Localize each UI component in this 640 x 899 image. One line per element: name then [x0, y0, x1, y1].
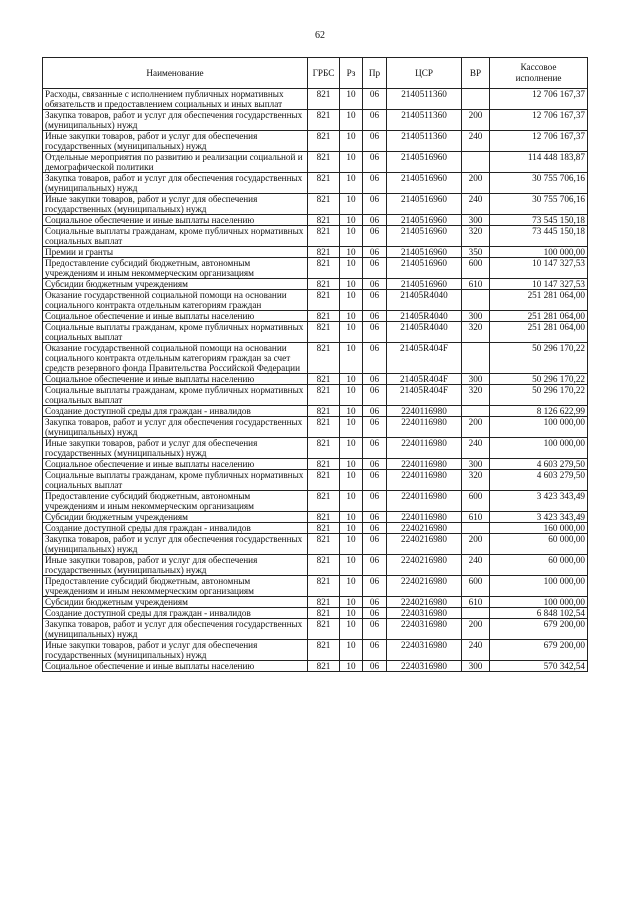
cell-pr: 06	[363, 555, 387, 576]
cell-grbs: 821	[308, 576, 340, 597]
cell-rz: 10	[340, 247, 363, 258]
cell-pr: 06	[363, 89, 387, 110]
cell-amount: 251 281 064,00	[490, 311, 588, 322]
cell-grbs: 821	[308, 438, 340, 459]
cell-grbs: 821	[308, 258, 340, 279]
cell-name: Социальные выплаты гражданам, кроме публичных нормативных социальных выплат	[43, 385, 308, 406]
cell-csr: 2240316980	[387, 661, 462, 672]
cell-amount: 6 848 102,54	[490, 608, 588, 619]
cell-amount: 50 296 170,22	[490, 385, 588, 406]
cell-csr: 21405R4040	[387, 290, 462, 311]
cell-csr: 2140511360	[387, 131, 462, 152]
cell-amount: 251 281 064,00	[490, 290, 588, 311]
cell-name: Премии и гранты	[43, 247, 308, 258]
cell-csr: 2240216980	[387, 555, 462, 576]
cell-rz: 10	[340, 608, 363, 619]
table-row	[43, 619, 588, 640]
cell-csr: 2240216980	[387, 597, 462, 608]
cell-amount: 50 296 170,22	[490, 374, 588, 385]
cell-grbs: 821	[308, 608, 340, 619]
cell-name: Социальные выплаты гражданам, кроме публичных нормативных социальных выплат	[43, 322, 308, 343]
cell-name: Закупка товаров, работ и услуг для обеспечения государственных (муниципальных) нужд	[43, 417, 308, 438]
cell-grbs: 821	[308, 247, 340, 258]
cell-grbs: 821	[308, 194, 340, 215]
cell-name: Социальное обеспечение и иные выплаты населению	[43, 661, 308, 672]
header-grbs: ГРБС	[308, 58, 340, 89]
table-row	[43, 110, 588, 131]
cell-pr: 06	[363, 661, 387, 672]
cell-csr: 2240116980	[387, 491, 462, 512]
cell-vr: 320	[462, 226, 490, 247]
table-row	[43, 459, 588, 470]
cell-amount: 3 423 343,49	[490, 491, 588, 512]
table-row	[43, 385, 588, 406]
cell-vr: 200	[462, 110, 490, 131]
cell-pr: 06	[363, 311, 387, 322]
table-row	[43, 576, 588, 597]
cell-amount: 8 126 622,99	[490, 406, 588, 417]
table-row	[43, 374, 588, 385]
cell-grbs: 821	[308, 279, 340, 290]
cell-amount: 50 296 170,22	[490, 343, 588, 374]
cell-amount: 4 603 279,50	[490, 470, 588, 491]
cell-name: Субсидии бюджетным учреждениям	[43, 512, 308, 523]
table-row	[43, 512, 588, 523]
cell-csr: 2240116980	[387, 438, 462, 459]
cell-pr: 06	[363, 417, 387, 438]
cell-rz: 10	[340, 523, 363, 534]
cell-csr: 2240316980	[387, 640, 462, 661]
cell-vr	[462, 290, 490, 311]
cell-pr: 06	[363, 194, 387, 215]
cell-vr: 240	[462, 438, 490, 459]
table-row	[43, 470, 588, 491]
table-row	[43, 152, 588, 173]
cell-amount: 10 147 327,53	[490, 258, 588, 279]
cell-rz: 10	[340, 374, 363, 385]
cell-pr: 06	[363, 247, 387, 258]
cell-grbs: 821	[308, 385, 340, 406]
cell-grbs: 821	[308, 110, 340, 131]
cell-name: Предоставление субсидий бюджетным, автономным учреждениям и иным некоммерческим организациям	[43, 491, 308, 512]
cell-name: Оказание государственной социальной помощи на основании социального контракта отдельным категориям граждан за счет средств резервного фонда Правительства Российской Федерации	[43, 343, 308, 374]
header-amount	[490, 58, 588, 89]
cell-vr: 320	[462, 470, 490, 491]
cell-amount: 100 000,00	[490, 576, 588, 597]
cell-name: Предоставление субсидий бюджетным, автономным учреждениям и иным некоммерческим организациям	[43, 258, 308, 279]
cell-rz: 10	[340, 512, 363, 523]
cell-csr: 2240116980	[387, 417, 462, 438]
cell-vr: 300	[462, 661, 490, 672]
cell-pr: 06	[363, 534, 387, 555]
cell-rz: 10	[340, 343, 363, 374]
cell-pr: 06	[363, 385, 387, 406]
cell-pr: 06	[363, 290, 387, 311]
header-pr: Пр	[363, 58, 387, 89]
table-row	[43, 491, 588, 512]
cell-pr: 06	[363, 258, 387, 279]
cell-grbs: 821	[308, 406, 340, 417]
cell-rz: 10	[340, 491, 363, 512]
cell-vr: 300	[462, 215, 490, 226]
cell-vr: 600	[462, 491, 490, 512]
table-row	[43, 438, 588, 459]
cell-rz: 10	[340, 131, 363, 152]
cell-vr: 200	[462, 417, 490, 438]
cell-pr: 06	[363, 322, 387, 343]
cell-csr: 2140516960	[387, 247, 462, 258]
cell-csr: 21405R4040	[387, 311, 462, 322]
cell-vr: 300	[462, 374, 490, 385]
table-row	[43, 89, 588, 110]
cell-name: Создание доступной среды для граждан - инвалидов	[43, 608, 308, 619]
cell-rz: 10	[340, 89, 363, 110]
cell-rz: 10	[340, 555, 363, 576]
cell-name: Отдельные мероприятия по развитию и реализации социальной и демографической политики	[43, 152, 308, 173]
cell-grbs: 821	[308, 640, 340, 661]
cell-name: Субсидии бюджетным учреждениям	[43, 279, 308, 290]
cell-vr: 240	[462, 131, 490, 152]
cell-name: Социальное обеспечение и иные выплаты населению	[43, 374, 308, 385]
table-row	[43, 258, 588, 279]
table-row	[43, 661, 588, 672]
cell-name: Социальное обеспечение и иные выплаты населению	[43, 459, 308, 470]
cell-amount: 10 147 327,53	[490, 279, 588, 290]
header-csr: ЦСР	[387, 58, 462, 89]
cell-pr: 06	[363, 279, 387, 290]
cell-name: Закупка товаров, работ и услуг для обеспечения государственных (муниципальных) нужд	[43, 534, 308, 555]
cell-amount: 60 000,00	[490, 555, 588, 576]
cell-rz: 10	[340, 290, 363, 311]
header-rz: Рз	[340, 58, 363, 89]
table-row	[43, 555, 588, 576]
cell-amount: 60 000,00	[490, 534, 588, 555]
table-row	[43, 417, 588, 438]
cell-vr: 610	[462, 512, 490, 523]
cell-vr	[462, 523, 490, 534]
cell-rz: 10	[340, 417, 363, 438]
table-row	[43, 247, 588, 258]
cell-rz: 10	[340, 311, 363, 322]
cell-name: Социальное обеспечение и иные выплаты населению	[43, 311, 308, 322]
header-amount-line1: Кассовое	[520, 62, 557, 72]
cell-amount: 679 200,00	[490, 640, 588, 661]
cell-vr	[462, 343, 490, 374]
cell-amount: 73 545 150,18	[490, 215, 588, 226]
cell-name: Иные закупки товаров, работ и услуг для обеспечения государственных (муниципальных) нужд	[43, 555, 308, 576]
cell-amount: 12 706 167,37	[490, 110, 588, 131]
cell-csr: 2140516960	[387, 279, 462, 290]
cell-name: Социальные выплаты гражданам, кроме публичных нормативных социальных выплат	[43, 226, 308, 247]
cell-name: Социальное обеспечение и иные выплаты населению	[43, 215, 308, 226]
cell-csr: 21405R4040	[387, 322, 462, 343]
cell-name: Создание доступной среды для граждан - инвалидов	[43, 523, 308, 534]
table-body	[43, 89, 588, 672]
table-row	[43, 640, 588, 661]
cell-grbs: 821	[308, 555, 340, 576]
cell-csr: 2140516960	[387, 152, 462, 173]
cell-pr: 06	[363, 226, 387, 247]
cell-vr: 200	[462, 619, 490, 640]
cell-vr: 320	[462, 385, 490, 406]
cell-vr: 300	[462, 459, 490, 470]
cell-csr: 2140516960	[387, 258, 462, 279]
cell-rz: 10	[340, 534, 363, 555]
cell-csr: 2240216980	[387, 534, 462, 555]
cell-name: Расходы, связанные с исполнением публичных нормативных обязательств и предоставлением социальных и иных выплат	[43, 89, 308, 110]
cell-rz: 10	[340, 322, 363, 343]
table-row	[43, 343, 588, 374]
cell-pr: 06	[363, 470, 387, 491]
cell-grbs: 821	[308, 470, 340, 491]
cell-csr: 2240116980	[387, 470, 462, 491]
cell-amount: 114 448 183,87	[490, 152, 588, 173]
cell-pr: 06	[363, 608, 387, 619]
table-row	[43, 322, 588, 343]
cell-pr: 06	[363, 110, 387, 131]
cell-pr: 06	[363, 597, 387, 608]
cell-amount: 30 755 706,16	[490, 194, 588, 215]
cell-name: Закупка товаров, работ и услуг для обеспечения государственных (муниципальных) нужд	[43, 619, 308, 640]
cell-pr: 06	[363, 343, 387, 374]
cell-vr	[462, 152, 490, 173]
cell-name: Иные закупки товаров, работ и услуг для обеспечения государственных (муниципальных) нужд	[43, 194, 308, 215]
cell-grbs: 821	[308, 152, 340, 173]
cell-vr	[462, 406, 490, 417]
header-name: Наименование	[43, 58, 308, 89]
cell-rz: 10	[340, 173, 363, 194]
cell-rz: 10	[340, 110, 363, 131]
cell-rz: 10	[340, 597, 363, 608]
table-row	[43, 279, 588, 290]
cell-name: Иные закупки товаров, работ и услуг для обеспечения государственных (муниципальных) нужд	[43, 131, 308, 152]
cell-rz: 10	[340, 576, 363, 597]
cell-pr: 06	[363, 619, 387, 640]
cell-rz: 10	[340, 385, 363, 406]
cell-grbs: 821	[308, 534, 340, 555]
cell-vr: 200	[462, 173, 490, 194]
cell-grbs: 821	[308, 523, 340, 534]
cell-name: Социальные выплаты гражданам, кроме публичных нормативных социальных выплат	[43, 470, 308, 491]
table-header-row	[43, 58, 588, 89]
cell-name: Создание доступной среды для граждан - инвалидов	[43, 406, 308, 417]
cell-pr: 06	[363, 215, 387, 226]
table-row	[43, 173, 588, 194]
cell-amount: 100 000,00	[490, 597, 588, 608]
cell-pr: 06	[363, 523, 387, 534]
cell-name: Предоставление субсидий бюджетным, автономным учреждениям и иным некоммерческим организациям	[43, 576, 308, 597]
cell-rz: 10	[340, 661, 363, 672]
page-number: 62	[315, 30, 325, 41]
cell-vr: 240	[462, 640, 490, 661]
cell-vr: 350	[462, 247, 490, 258]
cell-vr: 610	[462, 279, 490, 290]
cell-vr: 240	[462, 194, 490, 215]
cell-amount: 100 000,00	[490, 247, 588, 258]
cell-grbs: 821	[308, 661, 340, 672]
cell-grbs: 821	[308, 597, 340, 608]
table-row	[43, 534, 588, 555]
cell-name: Закупка товаров, работ и услуг для обеспечения государственных (муниципальных) нужд	[43, 173, 308, 194]
cell-csr: 2140516960	[387, 226, 462, 247]
cell-csr: 2140516960	[387, 215, 462, 226]
table-row	[43, 608, 588, 619]
cell-pr: 06	[363, 640, 387, 661]
cell-amount: 12 706 167,37	[490, 131, 588, 152]
cell-grbs: 821	[308, 374, 340, 385]
cell-amount: 570 342,54	[490, 661, 588, 672]
cell-grbs: 821	[308, 459, 340, 470]
cell-name: Субсидии бюджетным учреждениям	[43, 597, 308, 608]
cell-vr: 200	[462, 534, 490, 555]
cell-amount: 73 445 150,18	[490, 226, 588, 247]
header-vr: ВР	[462, 58, 490, 89]
cell-name: Закупка товаров, работ и услуг для обеспечения государственных (муниципальных) нужд	[43, 110, 308, 131]
cell-rz: 10	[340, 226, 363, 247]
table-row	[43, 311, 588, 322]
cell-grbs: 821	[308, 311, 340, 322]
cell-rz: 10	[340, 406, 363, 417]
cell-amount: 4 603 279,50	[490, 459, 588, 470]
cell-amount: 100 000,00	[490, 417, 588, 438]
cell-pr: 06	[363, 131, 387, 152]
cell-vr: 320	[462, 322, 490, 343]
cell-amount: 12 706 167,37	[490, 89, 588, 110]
cell-pr: 06	[363, 576, 387, 597]
cell-csr: 21405R404F	[387, 385, 462, 406]
cell-grbs: 821	[308, 226, 340, 247]
cell-rz: 10	[340, 619, 363, 640]
cell-csr: 2140516960	[387, 194, 462, 215]
cell-pr: 06	[363, 459, 387, 470]
cell-vr: 600	[462, 258, 490, 279]
table-row	[43, 215, 588, 226]
cell-pr: 06	[363, 374, 387, 385]
cell-name: Оказание государственной социальной помощи на основании социального контракта отдельным категориям граждан	[43, 290, 308, 311]
cell-vr	[462, 608, 490, 619]
cell-pr: 06	[363, 438, 387, 459]
cell-csr: 2140516960	[387, 173, 462, 194]
cell-csr: 21405R404F	[387, 343, 462, 374]
cell-csr: 2140511360	[387, 89, 462, 110]
cell-pr: 06	[363, 152, 387, 173]
cell-rz: 10	[340, 152, 363, 173]
cell-name: Иные закупки товаров, работ и услуг для обеспечения государственных (муниципальных) нужд	[43, 438, 308, 459]
cell-pr: 06	[363, 406, 387, 417]
cell-grbs: 821	[308, 131, 340, 152]
cell-csr: 2240116980	[387, 459, 462, 470]
cell-amount: 160 000,00	[490, 523, 588, 534]
cell-grbs: 821	[308, 215, 340, 226]
cell-pr: 06	[363, 491, 387, 512]
header-amount-line2: исполнение	[515, 73, 562, 83]
table-row	[43, 194, 588, 215]
table-row	[43, 131, 588, 152]
cell-rz: 10	[340, 640, 363, 661]
table-row	[43, 226, 588, 247]
cell-pr: 06	[363, 512, 387, 523]
cell-csr: 2140511360	[387, 110, 462, 131]
cell-rz: 10	[340, 258, 363, 279]
cell-name: Иные закупки товаров, работ и услуг для обеспечения государственных (муниципальных) нужд	[43, 640, 308, 661]
cell-grbs: 821	[308, 290, 340, 311]
cell-grbs: 821	[308, 322, 340, 343]
cell-csr: 2240216980	[387, 576, 462, 597]
cell-csr: 2240116980	[387, 406, 462, 417]
cell-rz: 10	[340, 459, 363, 470]
cell-csr: 21405R404F	[387, 374, 462, 385]
cell-grbs: 821	[308, 512, 340, 523]
table-row	[43, 406, 588, 417]
table-row	[43, 523, 588, 534]
cell-grbs: 821	[308, 491, 340, 512]
cell-grbs: 821	[308, 417, 340, 438]
cell-vr: 610	[462, 597, 490, 608]
cell-csr: 2240216980	[387, 523, 462, 534]
cell-rz: 10	[340, 194, 363, 215]
cell-vr	[462, 89, 490, 110]
cell-grbs: 821	[308, 89, 340, 110]
cell-csr: 2240316980	[387, 608, 462, 619]
cell-amount: 100 000,00	[490, 438, 588, 459]
cell-vr: 300	[462, 311, 490, 322]
cell-amount: 30 755 706,16	[490, 173, 588, 194]
cell-vr: 600	[462, 576, 490, 597]
cell-rz: 10	[340, 438, 363, 459]
cell-pr: 06	[363, 173, 387, 194]
cell-csr: 2240316980	[387, 619, 462, 640]
cell-rz: 10	[340, 470, 363, 491]
cell-amount: 251 281 064,00	[490, 322, 588, 343]
cell-vr: 240	[462, 555, 490, 576]
budget-table	[42, 57, 588, 672]
cell-amount: 3 423 343,49	[490, 512, 588, 523]
cell-rz: 10	[340, 215, 363, 226]
cell-amount: 679 200,00	[490, 619, 588, 640]
cell-grbs: 821	[308, 343, 340, 374]
cell-grbs: 821	[308, 619, 340, 640]
table-row	[43, 597, 588, 608]
table-row	[43, 290, 588, 311]
cell-grbs: 821	[308, 173, 340, 194]
cell-rz: 10	[340, 279, 363, 290]
cell-csr: 2240116980	[387, 512, 462, 523]
